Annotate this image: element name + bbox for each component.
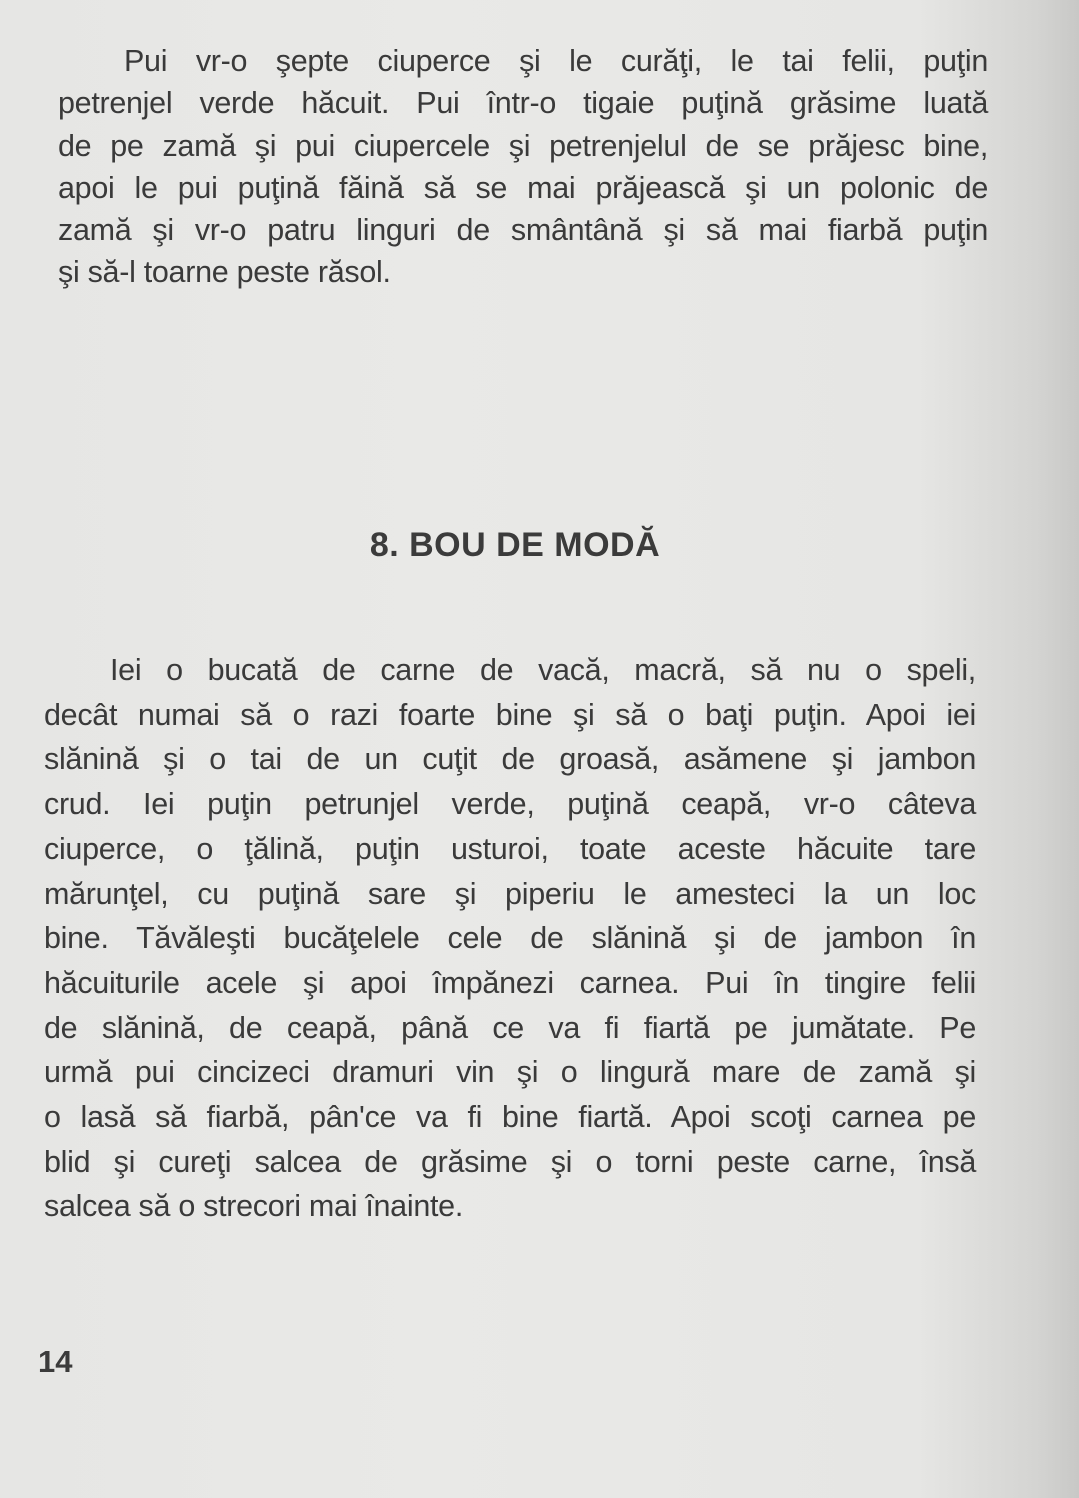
text-line: apoi le pui puţină făină să se mai prăjească şi un polonic de — [58, 170, 988, 205]
text-line: mărunţel, cu puţină sare şi piperiu le amesteci la un loc — [44, 876, 976, 911]
text-line: de pe zamă şi pui ciupercele şi petrenjelul de se prăjesc bine, — [58, 128, 988, 163]
text-line: urmă pui cincizeci dramuri vin şi o lingură mare de zamă şi — [44, 1055, 976, 1090]
text-line: o lasă să fiarbă, pân'ce va fi bine fiartă. Apoi scoţi carnea pe — [44, 1100, 976, 1135]
text-line: şi să-l toarne peste răsol. — [58, 255, 391, 290]
text-line: zamă şi vr-o patru linguri de smântână şi să mai fiarbă puţin — [58, 213, 988, 248]
text-line: petrenjel verde hăcuit. Pui într-o tigaie puţină grăsime luată — [58, 86, 988, 121]
page-number: 14 — [38, 1344, 73, 1379]
text-line: de slănină, de ceapă, până ce va fi fiartă pe jumătate. Pe — [44, 1010, 976, 1045]
text-line: slănină şi o tai de un cuţit de groasă, asămene şi jambon — [44, 742, 976, 777]
text-line: blid şi cureţi salcea de grăsime şi o torni peste carne, însă — [44, 1144, 976, 1179]
paragraph-bou-de-moda — [44, 648, 976, 1229]
text-line: ciuperce, o ţălină, puţin usturoi, toate aceste hăcuite tare — [44, 831, 976, 866]
text-line: Iei o bucată de carne de vacă, macră, să nu o speli, — [110, 653, 976, 687]
text-line: salcea să o strecori mai înainte. — [44, 1189, 463, 1224]
text-line: bine. Tăvăleşti bucăţelele cele de slănină şi de jambon în — [44, 921, 976, 956]
text-line: decât numai să o razi foarte bine şi să o baţi puţin. Apoi iei — [44, 697, 976, 732]
text-line: hăcuiturile acele şi apoi împănezi carnea. Pui în tingire felii — [44, 965, 976, 1000]
text-line: crud. Iei puţin petrunjel verde, puţină ceapă, vr-o câteva — [44, 787, 976, 822]
text-line: Pui vr-o şepte ciuperce şi le curăţi, le tai felii, puţin — [124, 44, 988, 78]
paragraph-mushroom-sauce — [58, 40, 988, 294]
section-heading: 8. BOU DE MODĂ — [369, 526, 661, 564]
